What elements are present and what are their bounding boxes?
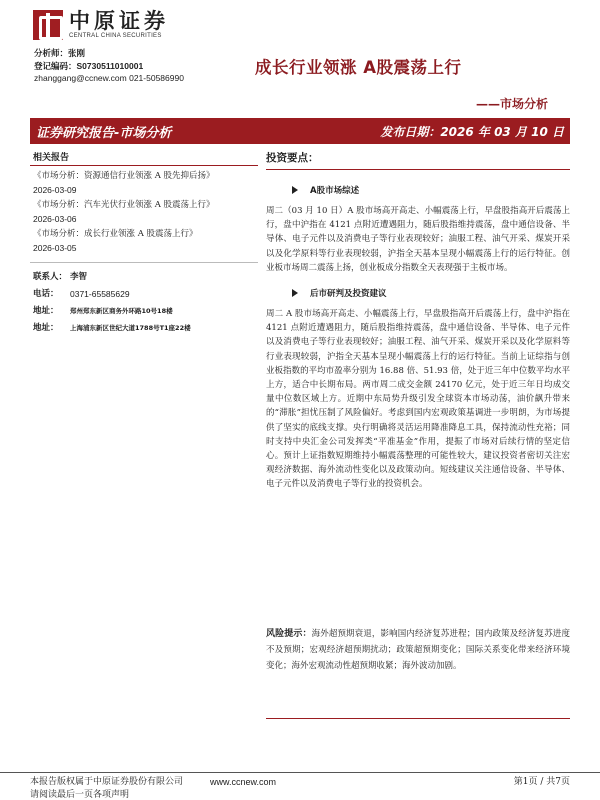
analyst-label: 分析师： [34, 48, 69, 58]
contact-row [30, 303, 258, 320]
triangle-bullet-icon [292, 289, 298, 297]
related-reports-heading: 相关报告 [30, 150, 258, 166]
logo-chinese-name: 中原证券 [69, 9, 169, 33]
section-heading-market-review [292, 184, 570, 196]
investment-highlights-heading: 投资要点： [266, 150, 570, 170]
footer-divider [0, 772, 600, 773]
website-link[interactable]: www.ccnew.com [210, 777, 277, 787]
address-label: 地址： [33, 306, 59, 316]
analyst-contact: zhanggang@ccnew.com 021-50586990 [34, 73, 184, 83]
sidebar [30, 150, 258, 337]
main-content [266, 150, 570, 492]
copyright-notice: 本报告版权属于中原证券股份有限公司 [30, 777, 184, 787]
risk-text: 海外超预期衰退，影响国内经济复苏进程；国内政策及经济复苏进度不及预期；宏观经济超预期扰动；政策超预期变化；国际关系变化带来经济环境变化；海外宏观流动性超预期收紧；海外波动加剧。 [266, 629, 570, 671]
related-report-title[interactable]: 《市场分析：汽车光伏行业领涨 A 股震荡上行》 [33, 200, 215, 210]
divider [266, 718, 570, 719]
related-report-title[interactable]: 《市场分析：资源通信行业领涨 A 股先抑后扬》 [33, 171, 215, 181]
related-report-date: 2026-03-05 [33, 243, 77, 253]
disclaimer-note: 请阅读最后一页各项声明 [30, 790, 130, 800]
address-zhengzhou: 郑州郑东新区商务外环路10号18楼 [70, 307, 173, 315]
market-review-paragraph: 周二（03 月 10 日）A 股市场高开高走、小幅震荡上行，早盘股指高开后震荡上行，盘中沪指在 4121 点附近遭遇阻力，随后股指维持震荡，盘中通信设备、半导体、电子元件以及消费电子等行业表现较好；油服工程、油气开采、煤炭开采以及化学原料等行业表现较弱，沪指全天基本呈现小幅震荡上行的运行特征。创业板市场周二震荡上扬，创业板成分指数全天表现强于主板市场。 [266, 206, 570, 273]
related-report-item[interactable] [33, 169, 258, 198]
section-title: A股市场综述 [310, 186, 360, 196]
registration-code: S0730511010001 [76, 60, 144, 71]
page-footer [30, 776, 570, 800]
triangle-bullet-icon [292, 186, 298, 194]
contact-block [30, 262, 258, 337]
related-report-item[interactable] [33, 227, 258, 256]
company-logo [33, 8, 188, 42]
section-heading-outlook [292, 287, 570, 299]
report-banner [30, 118, 570, 144]
related-report-item[interactable] [33, 198, 258, 227]
contact-row [30, 269, 258, 286]
publish-date: 发布日期：2026 年 03 月 10 日 [380, 124, 564, 139]
page-number: 第1页 / 共7页 [513, 777, 570, 787]
related-report-date: 2026-03-09 [33, 185, 77, 195]
report-subtitle: ——市场分析 [475, 97, 548, 111]
logo-english-name: CENTRAL CHINA SECURITIES [69, 33, 162, 39]
contact-person-label: 联系人： [33, 272, 68, 282]
address-label: 地址： [33, 323, 59, 333]
contact-row [30, 286, 258, 303]
related-reports-list [30, 169, 258, 256]
risk-warning [266, 626, 570, 674]
phone-number: 0371-65585629 [70, 289, 130, 299]
logo-mark-icon [33, 10, 63, 40]
registration-label: 登记编码： [34, 60, 77, 71]
outlook-paragraph: 周二 A 股市场高开高走、小幅震荡上行，早盘股指高开后震荡上行，盘中沪指在 4121 点附近遭遇阻力，随后股指维持震荡，盘中通信设备、半导体、电子元件以及消费电子等行业表现较好；油服工程、油气开采、煤炭开采以及化学原料等行业表现较弱，沪指全天基本呈现小幅震荡上行的运行特征。当前上证综指与创业板指数的平均市盈率分别为 16.88 倍、51.93 倍，处于近三年中位数平均水平上方，适合中长期布局。两市周二成交金额 24170 亿元，处于近三年日均成交量中位数区域上方。近期中东局势升级引发全球资本市场动荡，油价飙升带来的“滞胀”担忧压制了风险偏好。考虑到国内宏观政策基调进一步明朗，为市场提供了坚实的底线支撑。央行明确将灵活运用降准降息工具，保持流动性充裕；同时支持中央汇金公司发挥类“平准基金”作用，提振了市场对后续行情的坚定信心。预计上证指数短期维持小幅震荡整理的可能性较大，建议投资者密切关注宏观经济数据、海外流动性变化以及政策动向。短线建议关注通信设备、半导体、电子元件以及消费电子等行业的投资机会。 [266, 309, 570, 490]
risk-label: 风险提示： [266, 629, 312, 639]
contact-row [30, 320, 258, 337]
related-report-date: 2026-03-06 [33, 214, 77, 224]
report-category: 证券研究报告-市场分析 [36, 125, 172, 141]
address-shanghai: 上海浦东新区世纪大道1788号T1座22楼 [70, 324, 191, 332]
related-report-title[interactable]: 《市场分析：成长行业领涨 A 股震荡上行》 [33, 229, 198, 239]
contact-person: 李智 [70, 272, 88, 282]
analyst-info [34, 47, 184, 85]
report-title: 成长行业领涨 A股震荡上行 [255, 58, 462, 77]
phone-label: 电话： [33, 289, 59, 299]
analyst-name: 张刚 [68, 48, 86, 58]
section-title: 后市研判及投资建议 [310, 289, 387, 300]
